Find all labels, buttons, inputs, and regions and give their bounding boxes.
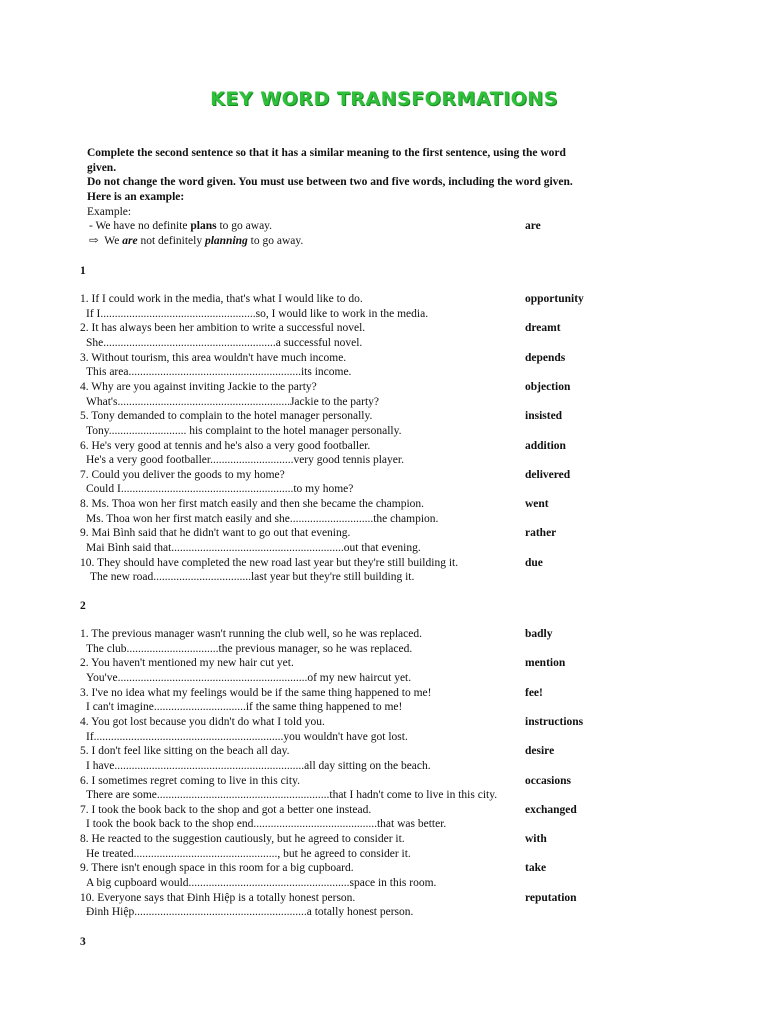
key-word: badly [525,628,553,640]
answer-sentence: I can't imagine................................if the same thing happened to me! [86,701,403,714]
example-sentence [89,219,272,234]
answer-sentence: You've..................................................................of my new haircut yet. [86,671,412,684]
example-answer-are: are [122,235,138,247]
answer-sentence: The club................................the previous manager, so he was replaced. [86,642,413,655]
example-answer [89,234,303,249]
example-sentence-post: to go away. [216,220,273,232]
answer-sentence: He's a very good footballer.............................very good tennis player. [86,454,404,467]
answer-sentence: If..................................................................you wouldn't have got lost. [86,730,408,743]
question-sentence: 7. Could you deliver the goods to my home? [80,468,285,481]
instruction-line-1b: given. [87,161,117,174]
instruction-line-2: Do not change the word given. You must use between two and five words, including the word given. [87,176,573,189]
example-sentence-pre: - We have no definite [89,220,191,232]
answer-sentence: If I......................................................so, I would like to work in the media. [86,307,429,320]
example-label: Example: [87,206,132,218]
question-sentence: 8. Ms. Thoa won her first match easily and then she became the champion. [80,498,425,511]
example-keyword: are [525,220,541,232]
key-word: due [525,556,543,569]
answer-sentence: She............................................................a successful novel. [86,336,363,349]
page-title: KEY WORD TRANSFORMATIONS [210,88,558,110]
key-word: fee! [525,686,543,699]
example-sentence-bold: plans [190,220,217,232]
key-word: mention [525,657,566,670]
question-sentence: 5. Tony demanded to complain to the hotel manager personally. [80,410,373,423]
example-answer-post: to go away. [247,235,304,247]
example-answer-planning: planning [204,235,248,247]
question-sentence: 4. You got lost because you didn't do what I told you. [80,715,325,728]
answer-sentence: Ms. Thoa won her first match easily and she.............................the champion. [86,512,439,525]
instruction-line-1: Complete the second sentence so that it has a similar meaning to the first sentence, using the word [87,147,566,159]
answer-sentence: Mai Bình said that............................................................out that evening. [86,542,421,555]
section-number: 1 [80,265,86,277]
question-sentence: 4. Why are you against inviting Jackie to the party? [80,380,317,393]
key-word: rather [525,527,557,540]
section-number: 3 [80,936,86,948]
section-number: 2 [80,600,86,612]
key-word: depends [525,351,566,364]
answer-sentence: Đinh Hiệp............................................................a totally honest person. [86,906,414,919]
key-word: addition [525,439,566,452]
question-sentence: 9. There isn't enough space in this room for a big cupboard. [80,862,354,875]
key-word: dreamt [525,322,561,335]
arrow-right-icon: ⇨ [89,235,99,247]
answer-sentence: A big cupboard would........................................................space in this room. [86,877,437,890]
answer-sentence: I have..................................................................all day sitting on the beach. [86,759,431,772]
question-sentence: 8. He reacted to the suggestion cautiously, but he agreed to consider it. [80,833,405,846]
answer-sentence: Could I............................................................to my home? [86,483,354,496]
answer-sentence: I took the book back to the shop end...........................................that was better. [86,818,447,831]
key-word: instructions [525,715,584,728]
key-word: insisted [525,410,563,423]
key-word: occasions [525,774,571,787]
answer-sentence: What's............................................................Jackie to the party? [86,395,380,408]
key-word: with [525,833,547,846]
key-word: take [525,862,547,875]
key-word: delivered [525,468,571,481]
question-sentence: 2. You haven't mentioned my new hair cut yet. [80,657,294,670]
instructions [87,146,627,204]
question-sentence: 3. Without tourism, this area wouldn't have much income. [80,351,347,364]
question-sentence: 7. I took the book back to the shop and got a better one instead. [80,803,372,816]
key-word: exchanged [525,803,577,816]
instruction-line-3: Here is an example: [87,190,185,203]
question-sentence: 9. Mai Bình said that he didn't want to go out that evening. [80,527,351,540]
key-word: opportunity [525,293,584,305]
key-word: desire [525,745,555,758]
key-word: went [525,498,549,511]
question-sentence: 6. He's very good at tennis and he's also a very good footballer. [80,439,371,452]
answer-sentence: He treated.................................................., but he agreed to consider it. [86,847,411,860]
answer-sentence: The new road..................................last year but they're still building it. [90,571,415,584]
question-sentence: 6. I sometimes regret coming to live in this city. [80,774,300,787]
question-sentence: 1. The previous manager wasn't running the club well, so he was replaced. [80,628,422,640]
question-sentence: 1. If I could work in the media, that's what I would like to do. [80,293,363,305]
answer-sentence: There are some............................................................that I hadn't come to live in this city. [86,789,498,802]
question-sentence: 2. It has always been her ambition to write a successful novel. [80,322,366,335]
question-sentence: 3. I've no idea what my feelings would be if the same thing happened to me! [80,686,432,699]
key-word: reputation [525,891,577,904]
question-sentence: 5. I don't feel like sitting on the beach all day. [80,745,290,758]
question-sentence: 10. Everyone says that Đinh Hiệp is a totally honest person. [80,891,356,904]
example-answer-mid: not definitely [137,235,205,247]
question-sentence: 10. They should have completed the new road last year but they're still building it. [80,556,459,569]
answer-sentence: Tony........................... his complaint to the hotel manager personally. [86,424,402,437]
example-answer-pre: We [101,235,123,247]
answer-sentence: This area............................................................its income. [86,366,352,379]
key-word: objection [525,380,571,393]
